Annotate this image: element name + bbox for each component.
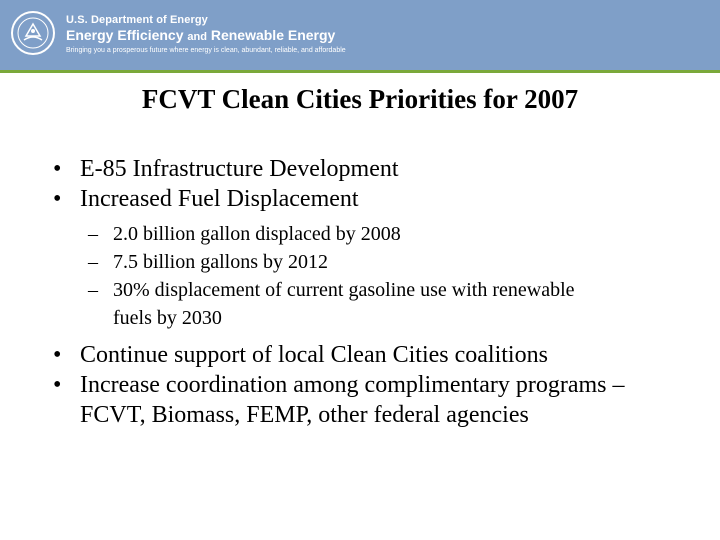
bullet-text: Continue support of local Clean Cities coalitions: [80, 342, 548, 368]
doe-seal-icon: [10, 10, 56, 56]
sub-bullet-text: 7.5 billion gallons by 2012: [113, 251, 328, 273]
bullet-list: [0, 154, 720, 430]
office-name: Energy Efficiency and Renewable Energy: [66, 27, 336, 43]
sub-bullet-marker: –: [88, 251, 98, 273]
org-name: U.S. Department of Energy: [66, 14, 208, 26]
bullet-marker: •: [53, 186, 62, 212]
bullet-marker: •: [53, 342, 62, 368]
sub-bullet-text: 2.0 billion gallon displaced by 2008: [113, 223, 401, 245]
bullet-marker: •: [53, 156, 62, 182]
bullet-item: [0, 370, 660, 430]
bullet-text: Increase coordination among complimentary programs – FCVT, Biomass, FEMP, other federal agencies: [80, 372, 625, 428]
sub-bullet-list: [0, 220, 720, 332]
bullet-item: [0, 154, 660, 184]
bullet-marker: •: [53, 372, 62, 398]
header-banner: [0, 0, 720, 70]
sub-bullet-item: [0, 276, 583, 332]
bullet-text: Increased Fuel Displacement: [80, 186, 359, 212]
slide-title: FCVT Clean Cities Priorities for 2007: [141, 84, 579, 114]
sub-bullet-marker: –: [88, 279, 98, 301]
sub-bullet-marker: –: [88, 223, 98, 245]
bullet-item: [0, 184, 660, 214]
bullet-text: E-85 Infrastructure Development: [80, 156, 399, 182]
sub-bullet-text: 30% displacement of current gasoline use with renewable fuels by 2030: [113, 279, 575, 329]
sub-bullet-item: [0, 220, 583, 248]
header-rule: [0, 70, 720, 73]
header-text: [66, 14, 346, 56]
bullet-item: [0, 340, 660, 370]
sub-bullet-item: [0, 248, 583, 276]
tagline: Bringing you a prosperous future where energy is clean, abundant, reliable, and affordable: [66, 47, 346, 54]
